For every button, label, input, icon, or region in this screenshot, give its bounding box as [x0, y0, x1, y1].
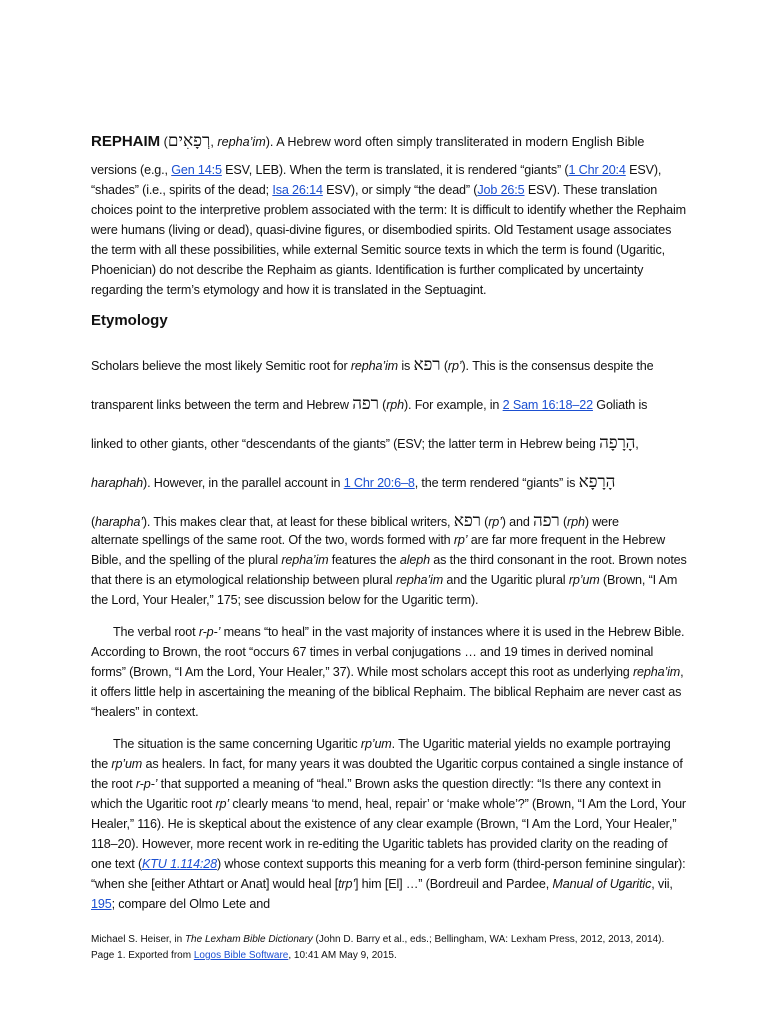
italic-term: rp’um: [568, 573, 600, 587]
italic-term: rp’: [453, 533, 468, 547]
italic-term: rp’um: [111, 757, 143, 771]
italic-term: r-p-’: [198, 625, 221, 639]
etymology-line: transparent links between the term and Hebrew רפה (rph). For example, in 2 Sam 16:18–22 Goliath is: [91, 394, 648, 414]
italic-term: trp’: [338, 877, 355, 891]
etymology-line: Scholars believe the most likely Semitic root for repha’im is רפא (rp’). This is the consensus despite the: [91, 355, 654, 375]
italic-term: repha’im: [281, 553, 329, 567]
hebrew-word: רפה: [352, 394, 379, 414]
footer-export-info: Page 1. Exported from Logos Bible Software, 10:41 AM May 9, 2015.: [91, 950, 397, 961]
italic-term: haraphah: [91, 476, 144, 490]
scripture-link[interactable]: Isa 26:14: [272, 183, 323, 197]
italic-term: Manual of Ugaritic: [552, 877, 652, 891]
entry-title-line: REPHAIM (רְפָאִים, repha’im). A Hebrew word often simply transliterated in modern English Bible: [91, 131, 645, 151]
hebrew-word: רפא: [413, 355, 441, 375]
etymology-line: (harapha’). This makes clear that, at least for these biblical writers, רפא (rp’) and רפה (rph) were: [91, 511, 619, 531]
italic-term: rp’: [215, 797, 230, 811]
etymology-paragraph-2: alternate spellings of the same root. Of the two, words formed with rp’ are far more frequent in the Hebrew Bible, and the spelling of the plural repha’im features the aleph as the third consonant in the root. Brown notes that there is an etymological relationship between plural repha’im and the Ugaritic plural rp’um (Brown, “I Am the Lord, Your Healer,” 175; see discussion below for the Ugaritic term).: [91, 533, 687, 607]
italic-term: rp’: [488, 515, 502, 529]
etymology-line: linked to other giants, other “descendants of the giants” (ESV; the latter term in Hebrew being הָרָפָה,: [91, 433, 639, 453]
entry-term: REPHAIM: [91, 133, 161, 150]
scripture-link[interactable]: 2 Sam 16:18–22: [502, 398, 593, 412]
italic-term: repha’im: [633, 665, 681, 679]
scripture-link[interactable]: Logos Bible Software: [193, 950, 289, 961]
italic-term: rp’: [447, 359, 462, 373]
etymology-paragraph-4: The situation is the same concerning Ugaritic rp’um. The Ugaritic material yields no example portraying the rp’um as healers. In fact, for many years it was doubted the Ugaritic corpus contained a single instance of the root r-p-’ that supported a meaning of “heal.” Brown asks the question directly: “Is there any context in which the Ugaritic root rp’ clearly means ‘to mend, heal, repair’ or ‘make whole’?” (Brown, “I Am the Lord, Your Healer,” 116). He is skeptical about the existence of any clear example (Brown, “I Am the Lord, Your Healer,” 118–20). However, more recent work in re-editing the Ugaritic tablets has provided clarity on the reading of one text (KTU 1.114:28) whose context supports this meaning for a verb form (third-person feminine singular): “when she [either Athtart or Anat] would heal [trp’] him [El] …” (Bordreuil and Pardee, Manual of Ugaritic, vii, 195; compare del Olmo Lete and: [91, 737, 686, 911]
etymology-wide-lines: [91, 346, 691, 541]
scripture-link[interactable]: 195: [91, 897, 112, 911]
italic-term: rph: [386, 398, 404, 412]
entry-line1-rest: . A Hebrew word often simply transliterated in modern English Bible: [269, 135, 645, 149]
page-footer: [91, 932, 711, 964]
italic-term: harapha’: [95, 515, 143, 529]
scripture-link[interactable]: 1 Chr 20:4: [568, 163, 626, 177]
paren-open: (: [163, 135, 168, 149]
italic-term: rp’um: [360, 737, 392, 751]
entry-translit: repha’im: [217, 135, 266, 149]
text-reference-link[interactable]: KTU 1.114:28: [142, 857, 217, 871]
italic-term: rph: [567, 515, 585, 529]
italic-term: r-p-’: [135, 777, 158, 791]
scripture-link[interactable]: Job 26:5: [477, 183, 525, 197]
scripture-link[interactable]: 1 Chr 20:6–8: [343, 476, 415, 490]
entry-hebrew: רְפָאִים: [167, 131, 211, 151]
italic-term: aleph: [399, 553, 430, 567]
hebrew-word: הָרָפָא: [578, 472, 616, 492]
etymology-paragraph-3: The verbal root r-p-’ means “to heal” in the vast majority of instances where it is used in the Hebrew Bible. According to Brown, the root “occurs 67 times in verbal conjugations … and 19 times in derived nominal forms” (Brown, “I Am the Lord, Your Healer,” 37). While most scholars accept this root as underlying repha’im, it offers little help in ascertaining the meaning of the biblical Rephaim. The biblical Rephaim are never cast as “healers” in context.: [91, 625, 685, 719]
hebrew-word: הָרָפָה: [599, 433, 636, 453]
scripture-link[interactable]: Gen 14:5: [171, 163, 222, 177]
italic-term: The Lexham Bible Dictionary: [184, 934, 313, 945]
section-heading-etymology: Etymology: [91, 312, 168, 329]
italic-term: repha’im: [395, 573, 444, 587]
footer-citation: Michael S. Heiser, in The Lexham Bible Dictionary (John D. Barry et al., eds.; Bellingham, WA: Lexham Press, 2012, 2013, 2014).: [91, 934, 665, 945]
intro-paragraph: versions (e.g., Gen 14:5 ESV, LEB). When the term is translated, it is rendered “giants” (1 Chr 20:4 ESV), “shades” (i.e., spirits of the dead; Isa 26:14 ESV), or simply “the dead” (Job 26:5 ESV). These translation choices point to the interpretive problem associated with the term: It is difficult to identify whether the Rephaim were humans (living or dead), quasi-divine figures, or disembodied spirits. Old Testament usage associates the term with all these possibilities, while external Semitic source texts in which the term is found (Ugaritic, Phoenician) do not describe the Rephaim as giants. Identification is further complicated by uncertainty regarding the term’s etymology and how it is translated in the Septuagint.: [91, 163, 687, 297]
hebrew-word: רפה: [533, 511, 560, 531]
etymology-line: haraphah). However, in the parallel account in 1 Chr 20:6–8, the term rendered “giants” is הָרָפָא: [91, 472, 616, 492]
hebrew-word: רפא: [453, 511, 481, 531]
italic-term: repha’im: [350, 359, 398, 373]
